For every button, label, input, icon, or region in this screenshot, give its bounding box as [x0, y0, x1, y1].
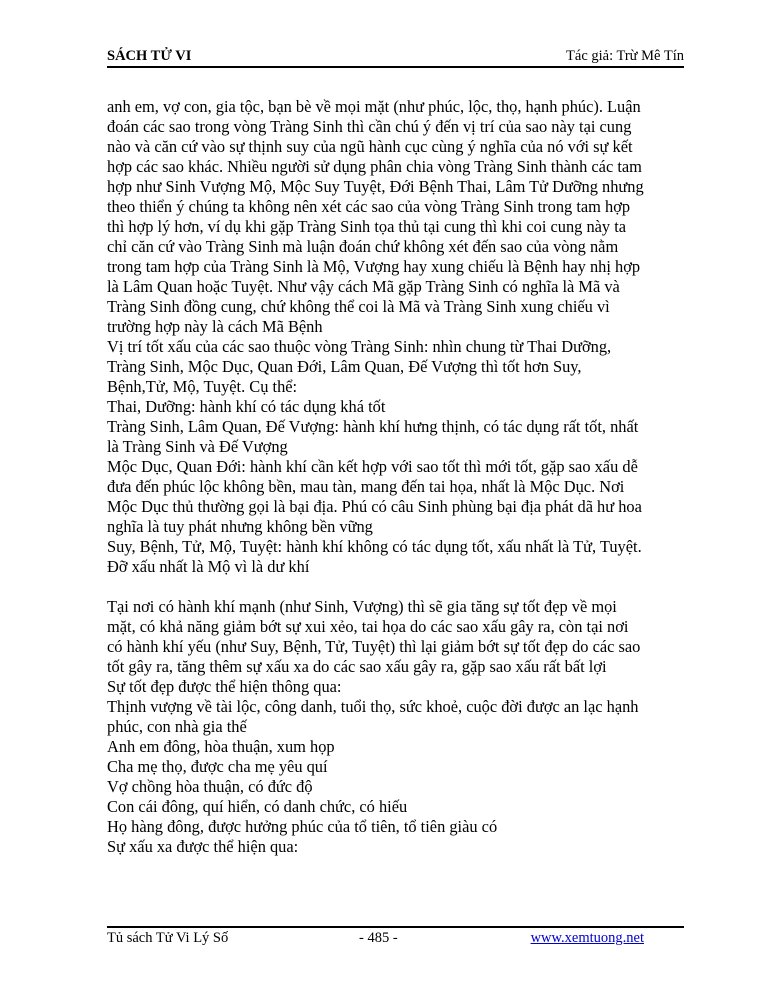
text-line: Tràng Sinh đồng cung, chứ không thể coi là Mã và Tràng Sinh xung chiếu vì [107, 297, 610, 316]
author-label: Tác giả: Trừ Mê Tín [566, 48, 684, 64]
text-line: trường hợp này là cách Mã Bệnh [107, 317, 323, 336]
text-line: có hành khí yếu (như Suy, Bệnh, Tử, Tuyệt) thì lại giảm bớt sự tốt đẹp do các sao [107, 637, 641, 656]
text-line: hợp các sao khác. Nhiều người sử dụng phân chia vòng Tràng Sinh thành các tam [107, 157, 642, 176]
text-line: Suy, Bệnh, Tử, Mộ, Tuyệt: hành khí không có tác dụng tốt, xấu nhất là Tử, Tuyệt. [107, 537, 642, 556]
page-number: - 485 - [359, 930, 398, 946]
text-line: là Lâm Quan hoặc Tuyệt. Như vậy cách Mã gặp Tràng Sinh có nghĩa là Mã và [107, 277, 620, 296]
website-link[interactable]: www.xemtuong.net [530, 930, 644, 946]
text-line: theo thiển ý chúng ta không nên xét các sao của vòng Tràng Sinh trong tam hợp [107, 197, 631, 216]
text-line: Sự tốt đẹp được thể hiện thông qua: [107, 677, 342, 696]
text-line: Mộc Dục, Quan Đới: hành khí cần kết hợp với sao tốt thì mới tốt, gặp sao xấu dễ [107, 457, 638, 476]
text-line: là Tràng Sinh và Đế Vượng [107, 437, 288, 456]
body-text [107, 97, 687, 857]
text-line: Con cái đông, quí hiển, có danh chức, có hiếu [107, 797, 408, 816]
text-line: Họ hàng đông, được hưởng phúc của tổ tiên, tổ tiên giàu có [107, 817, 498, 836]
text-line: Tràng Sinh, Mộc Dục, Quan Đới, Lâm Quan, Đế Vượng thì tốt hơn Suy, [107, 357, 582, 376]
text-line: Thịnh vượng về tài lộc, công danh, tuổi thọ, sức khoẻ, cuộc đời được an lạc hạnh [107, 697, 639, 716]
text-line: Mộc Dục thủ thường gọi là bại địa. Phú có câu Sinh phùng bại địa phát dã hư hoa [107, 497, 642, 516]
text-line: đưa đến phúc lộc không bền, mau tàn, mang đến tai họa, nhất là Mộc Dục. Nơi [107, 477, 625, 496]
series-label: Tủ sách Tử Vi Lý Số [107, 930, 229, 946]
text-line: Anh em đông, hòa thuận, xum họp [107, 737, 335, 756]
text-line: mặt, có khả năng giảm bớt sự xui xẻo, tai họa do các sao xấu gây ra, còn tại nơi [107, 617, 629, 636]
text-line: Vị trí tốt xấu của các sao thuộc vòng Tràng Sinh: nhìn chung từ Thai Dưỡng, [107, 337, 612, 356]
book-title: SÁCH TỬ VI [107, 48, 192, 64]
text-line: Tràng Sinh, Lâm Quan, Đế Vượng: hành khí hưng thịnh, có tác dụng rất tốt, nhất [107, 417, 639, 436]
page-footer [107, 926, 684, 950]
paragraph-gap [107, 577, 687, 597]
page-header [107, 44, 684, 68]
text-line: đoán các sao trong vòng Tràng Sinh thì cần chú ý đến vị trí của sao này tại cung [107, 117, 632, 136]
text-line: chỉ căn cứ vào Tràng Sinh mà luận đoán chứ không xét đến sao của vòng nằm [107, 237, 619, 256]
text-line: thì hợp lý hơn, ví dụ khi gặp Tràng Sinh tọa thủ tại cung thì khi coi cung này ta [107, 217, 627, 236]
text-line: Thai, Dưỡng: hành khí có tác dụng khá tốt [107, 397, 386, 416]
text-line: tốt gây ra, tăng thêm sự xấu xa do các sao xấu gây ra, gặp sao xấu rất bất lợi [107, 657, 607, 676]
text-line: nghĩa là tuy phát nhưng không bền vững [107, 517, 373, 536]
text-line: Đỡ xấu nhất là Mộ vì là dư khí [107, 557, 310, 576]
text-line: Vợ chồng hòa thuận, có đức độ [107, 777, 313, 796]
text-line: anh em, vợ con, gia tộc, bạn bè về mọi mặt (như phúc, lộc, thọ, hạnh phúc). Luận [107, 97, 641, 116]
text-line: nào và căn cứ vào sự thịnh suy của ngũ hành cục cùng ý nghĩa của nó với sự kết [107, 137, 633, 156]
text-line: phúc, con nhà gia thế [107, 717, 247, 736]
text-line: Sự xấu xa được thể hiện qua: [107, 837, 299, 856]
text-line: Tại nơi có hành khí mạnh (như Sinh, Vượng) thì sẽ gia tăng sự tốt đẹp về mọi [107, 597, 617, 616]
text-line: Bệnh,Tử, Mộ, Tuyệt. Cụ thể: [107, 377, 298, 396]
text-line: Cha mẹ thọ, được cha mẹ yêu quí [107, 757, 328, 776]
text-line: hợp như Sinh Vượng Mộ, Mộc Suy Tuyệt, Đới Bệnh Thai, Lâm Tử Dưỡng nhưng [107, 177, 644, 196]
text-line: trong tam hợp của Tràng Sinh là Mộ, Vượng hay xung chiếu là Bệnh hay nhị hợp [107, 257, 641, 276]
